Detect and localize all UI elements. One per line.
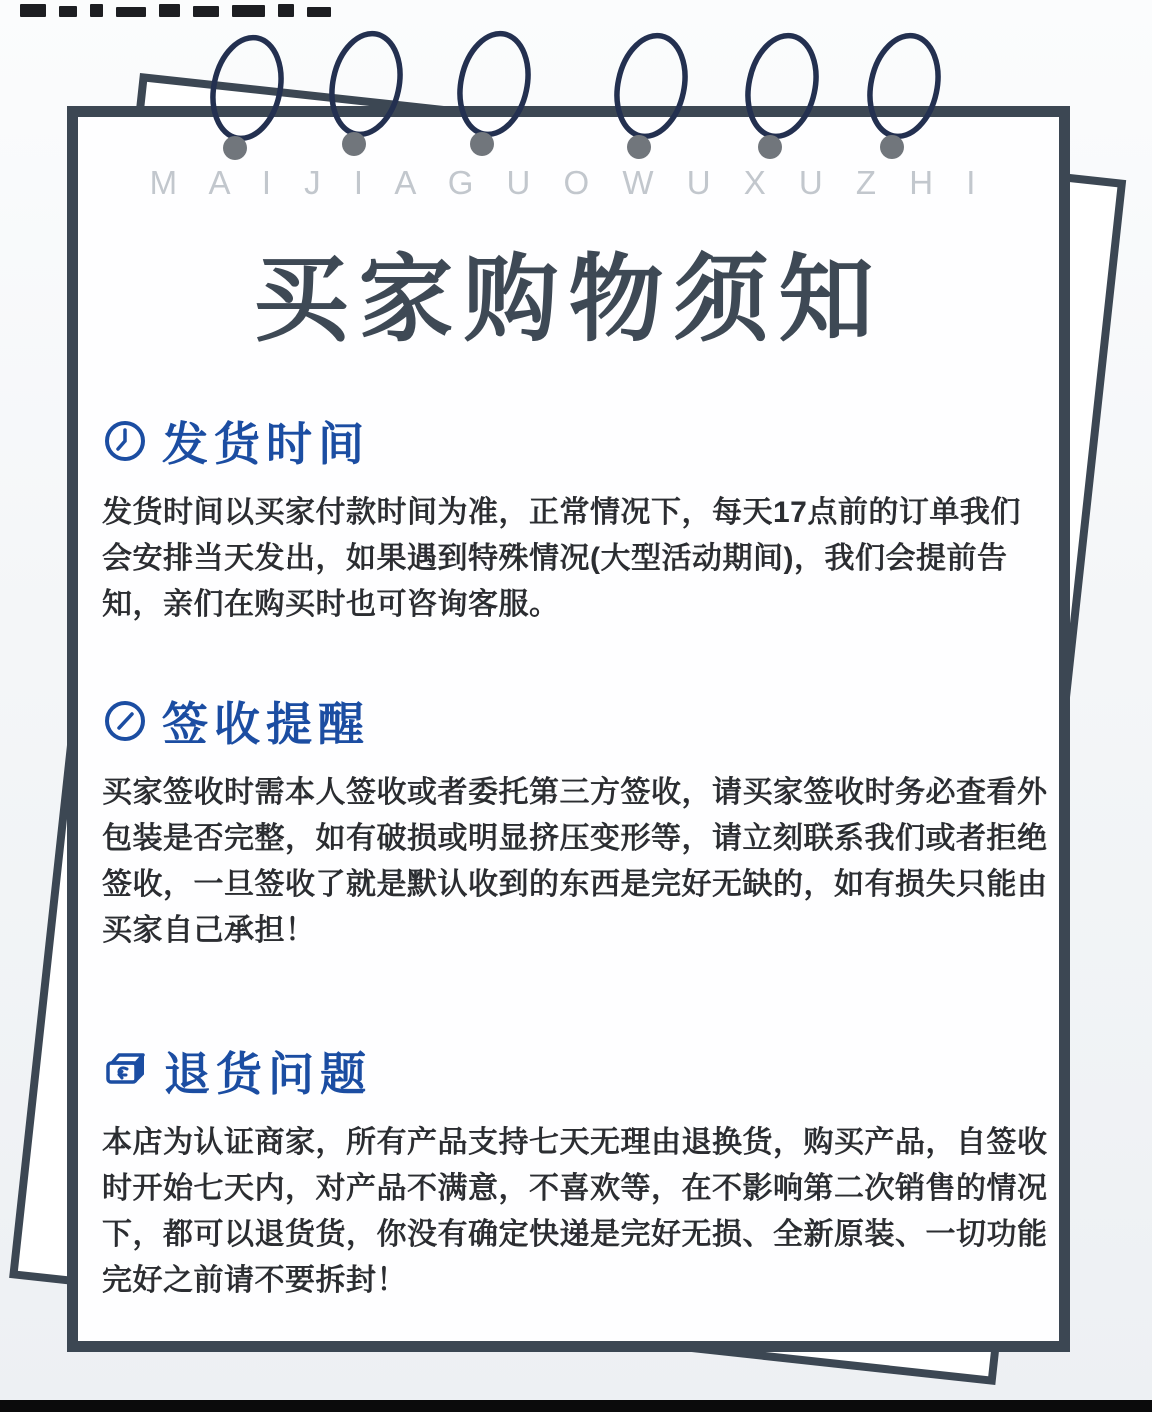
section-heading-row — [102, 688, 1050, 754]
pinyin-watermark: M A I J I A G U O W U X U Z H I — [149, 164, 988, 201]
section-title: 发货时间 — [162, 418, 370, 470]
section-heading-row — [102, 1038, 1050, 1104]
sign-receipt-icon — [102, 698, 148, 744]
section-body: 发货时间以买家付款时间为准，正常情况下，每天17点前的订单我们会安排当天发出，如果遇到特殊情况(大型活动期间)，我们会提前告知，亲们在购买时也可咨询客服。 — [102, 496, 1021, 621]
section-returns — [102, 1038, 1050, 1304]
section-body: 本店为认证商家，所有产品支持七天无理由退换货，购买产品，自签收时开始七天内，对产品不满意，不喜欢等，在不影响第二次销售的情况下，都可以退货货，你没有确定快递是完好无损、全新原装、一切功能完好之前请不要拆封！ — [102, 1126, 1048, 1297]
return-box-icon — [102, 1048, 150, 1094]
spiral-ring — [204, 27, 947, 144]
clock-icon — [102, 418, 148, 464]
section-body: 买家签收时需本人签收或者委托第三方签收，请买家签收时务必查看外包装是否完整，如有破损或明显挤压变形等，请立刻联系我们或者拒绝签收，一旦签收了就是默认收到的东西是完好无缺的，如有损失只能由买家自己承担！ — [102, 776, 1048, 947]
section-title: 签收提醒 — [162, 698, 370, 750]
binder-hole-dot — [223, 132, 904, 160]
section-heading-row — [102, 408, 1050, 474]
bottom-black-bar — [0, 1400, 1152, 1412]
section-title: 退货问题 — [164, 1048, 372, 1100]
spiral-binding — [0, 0, 1152, 180]
page-title: 买家购物须知 — [253, 247, 884, 353]
section-shipping-time — [102, 408, 1050, 628]
section-sign-receipt — [102, 688, 1050, 954]
